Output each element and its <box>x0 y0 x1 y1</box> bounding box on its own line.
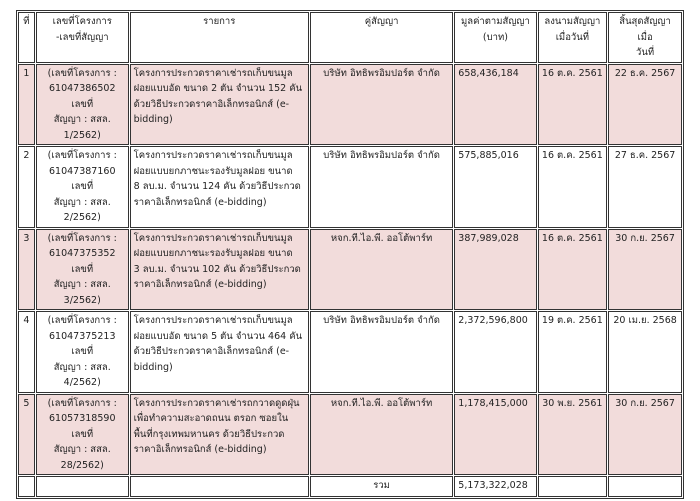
row-num: 5 <box>18 394 35 476</box>
description-line: ฝอยแบบยกภาชนะรองรับมูลฝอย ขนาด <box>133 248 293 259</box>
total-row <box>18 476 682 497</box>
end-date-cell: 30 ก.ย. 2567 <box>608 229 682 311</box>
project-cell <box>36 64 129 146</box>
description-cell <box>130 146 309 228</box>
description-line: พื้นที่กรุงเทพมหานคร ด้วยวิธีประกวด <box>133 428 285 440</box>
total-empty-cell <box>608 476 682 497</box>
header-project <box>36 12 129 63</box>
description-line: โครงการประกวดราคาเช่ารถเก็บขนมูล <box>133 150 293 161</box>
project-line: สัญญา : สสล. <box>53 279 111 290</box>
total-empty-cell <box>130 476 309 497</box>
project-line: (เลขที่โครงการ : <box>47 232 117 244</box>
header-end-line2: วันที่ <box>636 47 655 58</box>
header-signed <box>538 12 608 63</box>
header-signed-line1: ลงนามสัญญา <box>544 16 601 27</box>
row-num: 2 <box>18 146 35 228</box>
signed-date-cell: 19 ต.ค. 2561 <box>538 311 608 393</box>
total-empty-cell <box>36 476 129 497</box>
description-line: โครงการประกวดราคาเช่ารถเก็บขนมูล <box>133 315 293 326</box>
header-value <box>454 12 536 63</box>
description-line: ด้วยวิธีประกวดราคาอิเล็กทรอนิกส์ (e- <box>133 346 290 357</box>
party-cell: หจก.ที.ไอ.พี. ออโต้พาร์ท <box>310 229 453 311</box>
description-line: 3 ลบ.ม. จำนวน 102 คัน ด้วยวิธีประกวด <box>133 263 301 275</box>
project-cell <box>36 311 129 393</box>
end-date-cell: 22 ธ.ค. 2567 <box>608 64 682 146</box>
end-date-cell: 30 ก.ย. 2567 <box>608 394 682 476</box>
project-cell <box>36 146 129 228</box>
description-line: 8 ลบ.ม. จำนวน 124 คัน ด้วยวิธีประกวด <box>133 181 301 192</box>
total-empty-cell <box>538 476 608 497</box>
party-cell: บริษัท อิทธิพรอิมปอร์ต จำกัด <box>310 146 453 228</box>
project-cell <box>36 394 129 476</box>
project-line: 61047375213 เลขที่ <box>49 330 116 357</box>
project-line: (เลขที่โครงการ : <box>47 67 117 79</box>
project-line: 61047375352 เลขที่ <box>49 248 116 275</box>
party-cell: บริษัท อิทธิพรอิมปอร์ต จำกัด <box>310 64 453 146</box>
description-line: โครงการประกวดราคาเช่ารถเก็บขนมูล <box>133 67 293 79</box>
project-line: 28/2562) <box>60 459 104 471</box>
description-line: ฝอยแบบอัด ขนาด 5 ตัน จำนวน 464 คัน <box>133 330 303 342</box>
project-line: 2/2562) <box>63 212 101 223</box>
party-cell: บริษัท อิทธิพรอิมปอร์ต จำกัด <box>310 311 453 393</box>
description-line: ราคาอิเล็กทรอนิกส์ (e-bidding) <box>133 196 267 208</box>
header-party <box>310 12 453 63</box>
header-end-line1: สิ้นสุดสัญญาเมื่อ <box>619 16 671 43</box>
total-value: 5,173,322,028 <box>454 476 536 497</box>
signed-date-cell: 30 พ.ย. 2561 <box>538 394 608 476</box>
header-value-line1: มูลค่าตามสัญญา <box>460 16 530 27</box>
description-line: bidding) <box>133 114 173 125</box>
description-cell <box>130 64 309 146</box>
header-value-line2: (บาท) <box>482 31 508 43</box>
project-line: สัญญา : สสล. <box>53 361 111 373</box>
header-num-label: ที่ <box>23 16 30 27</box>
header-item <box>130 12 309 63</box>
project-line: 4/2562) <box>63 377 101 388</box>
contracts-table <box>16 10 684 499</box>
end-date-cell: 20 เม.ย. 2568 <box>608 311 682 393</box>
signed-date-cell: 16 ต.ค. 2561 <box>538 229 608 311</box>
project-line: 61057318590 เลขที่ <box>49 413 116 440</box>
description-cell <box>130 229 309 311</box>
table-row <box>18 229 682 311</box>
description-line: ฝอยแบบอัด ขนาด 2 ตัน จำนวน 152 คัน <box>133 83 303 94</box>
project-line: สัญญา : สสล. <box>53 444 111 455</box>
description-line: ราคาอิเล็กทรอนิกส์ (e-bidding) <box>133 279 267 290</box>
description-line: โครงการประกวดราคาเช่ารถเก็บขนมูล <box>133 232 293 244</box>
header-end <box>608 12 682 63</box>
value-cell: 575,885,016 <box>454 146 536 228</box>
header-item-label: รายการ <box>203 16 236 27</box>
table-row <box>18 64 682 146</box>
description-cell <box>130 394 309 476</box>
end-date-cell: 27 ธ.ค. 2567 <box>608 146 682 228</box>
description-line: ด้วยวิธีประกวดราคาอิเล็กทรอนิกส์ (e- <box>133 98 290 110</box>
header-project-line1: เลขที่โครงการ <box>52 16 112 27</box>
project-line: 61047386502 เลขที่ <box>49 83 116 110</box>
total-label: รวม <box>310 476 453 497</box>
total-empty-cell <box>18 476 35 497</box>
project-line: (เลขที่โครงการ : <box>47 150 117 161</box>
row-num: 1 <box>18 64 35 146</box>
description-line: bidding) <box>133 361 173 373</box>
signed-date-cell: 16 ต.ค. 2561 <box>538 64 608 146</box>
value-cell: 387,989,028 <box>454 229 536 311</box>
project-line: (เลขที่โครงการ : <box>47 315 117 326</box>
description-line: ฝอยแบบยกภาชนะรองรับมูลฝอย ขนาด <box>133 165 293 177</box>
description-line: โครงการประกวดราคาเช่ารถกวาดดูดฝุ่น <box>133 397 300 409</box>
value-cell: 658,436,184 <box>454 64 536 146</box>
description-line: เพื่อทำความสะอาดถนน ตรอก ซอยใน <box>133 413 289 424</box>
description-cell <box>130 311 309 393</box>
project-line: สัญญา : สสล. <box>53 196 111 208</box>
header-num <box>18 12 35 63</box>
row-num: 3 <box>18 229 35 311</box>
description-line: ราคาอิเล็กทรอนิกส์ (e-bidding) <box>133 444 267 455</box>
signed-date-cell: 16 ต.ค. 2561 <box>538 146 608 228</box>
project-line: สัญญา : สสล. <box>53 114 111 125</box>
project-line: 1/2562) <box>63 129 101 141</box>
project-cell <box>36 229 129 311</box>
table-row <box>18 146 682 228</box>
table-row <box>18 394 682 476</box>
project-line: (เลขที่โครงการ : <box>47 397 117 409</box>
party-cell: หจก.ที.ไอ.พี. ออโต้พาร์ท <box>310 394 453 476</box>
contracts-document <box>16 10 684 499</box>
value-cell: 2,372,596,800 <box>454 311 536 393</box>
table-row <box>18 311 682 393</box>
project-line: 61047387160 เลขที่ <box>49 165 116 192</box>
project-line: 3/2562) <box>63 294 101 306</box>
row-num: 4 <box>18 311 35 393</box>
header-signed-line2: เมื่อวันที่ <box>555 31 589 43</box>
value-cell: 1,178,415,000 <box>454 394 536 476</box>
header-party-label: คู่สัญญา <box>364 16 399 27</box>
header-row <box>18 12 682 63</box>
header-project-line2: -เลขที่สัญญา <box>55 31 109 43</box>
